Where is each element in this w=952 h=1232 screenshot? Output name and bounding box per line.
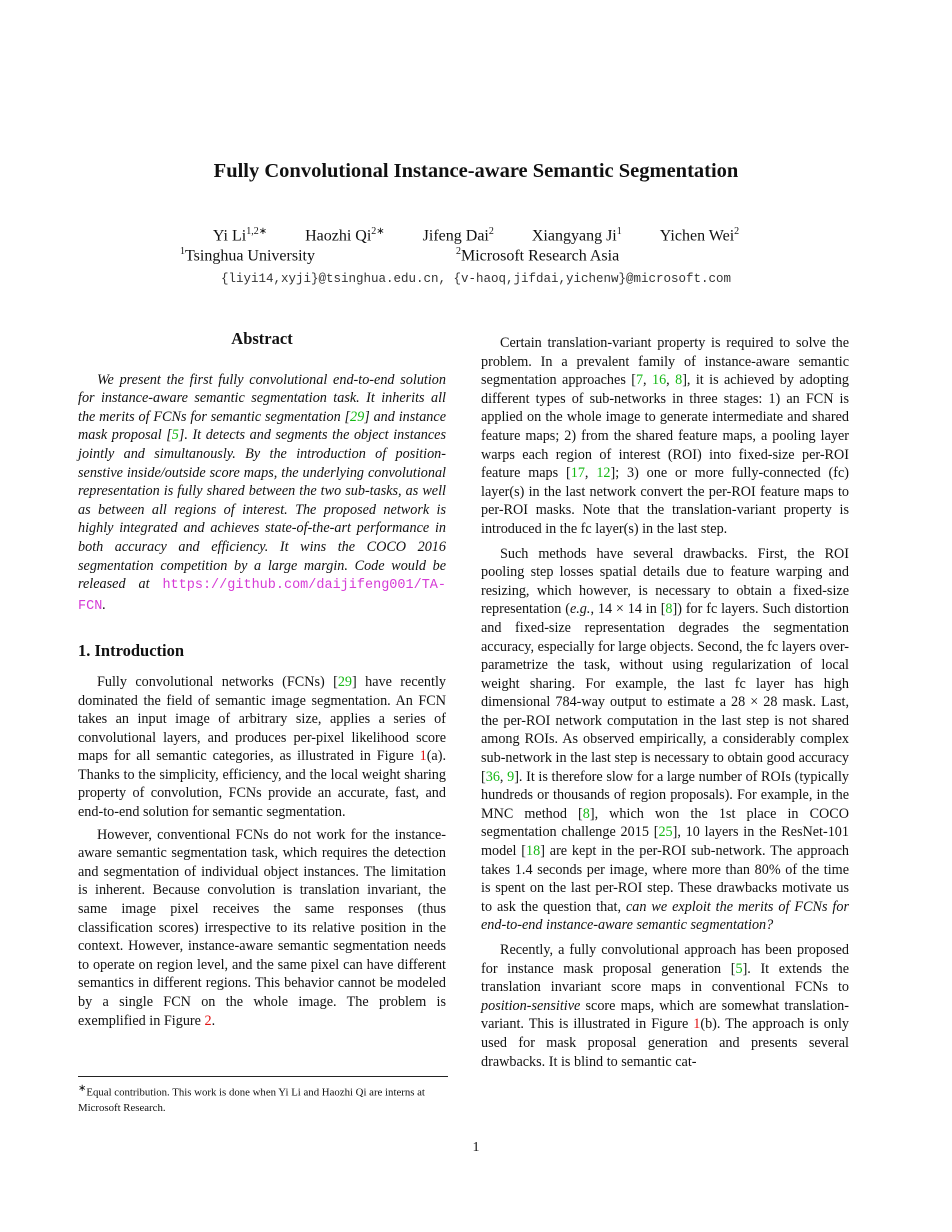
page-number: 1 <box>472 1140 480 1155</box>
author: Jifeng Dai$^2$ <box>422 226 494 245</box>
abstract-text: We present the first fully convolutional end-to-end solution for instance-aware semantic segmentation task. It inherits all the merits of FCNs for semantic segmentation [29] and instance mask proposal [5]. It detects and segments the object instances jointly and simultanously. By the introduction of position-senstive inside/outside score maps, the underlying convolutional representation is fully shared between the two sub-tasks, as well as between all regions of interest. The proposed network is highly integrated and achieves state-of-the-art performance in both accuracy and efficiency. It wins the COCO 2016 segmentation competition by a large margin. Code would be released at https://github.com/daijifeng001/TA-FCN. <box>78 371 446 614</box>
citation-link[interactable]: 7 <box>635 372 644 389</box>
figure-ref-link[interactable]: 1 <box>693 1016 701 1033</box>
code-url-link[interactable]: https://github.com/daijifeng001/TA-FCN <box>78 578 446 614</box>
paragraph: Recently, a fully convolutional approach has been proposed for instance mask proposal generation [5]. It extends the translation invariant score maps in conventional FCNs to position-sensitive score maps, which are somewhat translation-variant. This is illustrated in Figure 1(b). The approach is only used for mask proposal generation and presents several drawbacks. It is blind to semantic cat- <box>481 942 850 1070</box>
figure-ref-link[interactable]: 2 <box>204 1012 212 1029</box>
citation-link[interactable]: 17 <box>570 465 585 482</box>
citation-link[interactable]: 25 <box>658 824 673 841</box>
left-column <box>78 330 446 1034</box>
citation-link[interactable]: 29 <box>350 408 365 425</box>
citation-link[interactable]: 36 <box>485 768 500 785</box>
affiliation: $^1$Tsinghua University <box>180 246 315 265</box>
affiliation: $^2$Microsoft Research Asia <box>456 246 620 265</box>
author: Yichen Wei$^2$ <box>659 226 740 245</box>
author-emails: {liyi14,xyji}@tsinghua.edu.cn, {v-haoq,jifdai,yichenw}@microsoft.com <box>220 272 732 286</box>
author-list <box>0 226 952 245</box>
citation-link[interactable]: 8 <box>582 805 590 822</box>
section-heading: 1. Introduction <box>78 641 185 661</box>
citation-link[interactable]: 9 <box>507 768 515 785</box>
citation-link[interactable]: 5 <box>735 960 743 977</box>
footnote: ∗Equal contribution. This work is done when Yi Li and Haozhi Qi are interns at Microsoft Research. <box>78 1076 448 1116</box>
author: Haozhi $Qi^{2∗}$ <box>305 226 385 245</box>
author: Yi $Li^{1,2∗}$ <box>212 226 268 245</box>
paragraph: Fully convolutional networks (FCNs) [29] have recently dominated the field of semantic image segmentation. An FCN takes an input image of arbitrary size, applies a series of convolutional layers, and produces per-pixel likelihood score maps for all semantic categories, as illustrated in Figure 1(a). Thanks to the simplicity, efficiency, and the local weight sharing property of convolution, FCNs provide an accurate, fast, and end-to-end solution for semantic segmentation. <box>78 673 446 821</box>
citation-link[interactable]: 8 <box>675 372 683 389</box>
citation-link[interactable]: 16 <box>651 372 667 389</box>
paragraph: Certain translation-variant property is required to solve the problem. In a prevalent family of instance-aware semantic segmentation approaches [7, 16, 8], it is achieved by adopting different types of sub-networks in three stages: 1) an FCN is applied on the whole image to generate intermediate and shared feature maps; 2) from the shared feature maps, a pooling layer warps each region of interest (ROI) into fixed-size per-ROI feature maps [17, 12]; 3) one or more fully-connected (fc) layer(s) in the last network convert the per-ROI feature maps to per-ROI masks. Note that the translation-variant property is introduced in the fc layer(s) in the last step. <box>481 335 849 537</box>
figure-ref-link[interactable]: 1 <box>419 748 427 765</box>
citation-link[interactable]: 18 <box>526 843 541 860</box>
citation-link[interactable]: 12 <box>596 465 611 482</box>
paper-title: Fully Convolutional Instance-aware Semantic Segmentation <box>213 160 739 182</box>
citation-link[interactable]: 29 <box>337 673 353 690</box>
paragraph: Such methods have several drawbacks. First, the ROI pooling step losses spatial details due to feature warping and resizing, which however, is necessary to obtain a fixed-size representation (e.g., 14 × 14 in [8]) for fc layers. Such distortion and fixed-size representation degrades the segmentation accuracy, especially for large objects. Second, the fc layers over-parametrize the task, without using regularization of local weight sharing. For example, the last fc layer has high dimensional 784-way output to estimate a 28 × 28 mask. Last, the per-ROI network computation in the last step is not shared among ROIs. As observed empirically, a considerably complex sub-network in the last step is necessary to obtain good accuracy [36, 9]. It is therefore slow for a large number of ROIs (typically hundreds or thousands of region proposals). For example, in the MNC method [8], which won the 1st place in COCO segmentation challenge 2015 [25], 10 layers in the ResNet-101 model [18] are kept in the per-ROI sub-network. The approach takes 1.4 seconds per image, where more than 80% of the time is spent on the last per-ROI step. These drawbacks motivate us to ask the question that, can we exploit the merits of FCNs for end-to-end instance-aware semantic segmentation? <box>481 545 850 934</box>
author: Xiangyang Ji$^1$ <box>531 226 622 245</box>
abstract-heading: Abstract <box>231 329 293 348</box>
paragraph: However, conventional FCNs do not work for the instance-aware semantic segmentation task, which requires the detection and segmentation of individual object instances. The limitation is inherent. Because convolution is translation invariant, the same image pixel receives the same responses (thus classification scores) irrespective to its relative position in the context. However, instance-aware semantic segmentation needs to operate on region level, and the same pixel can have different semantics in different regions. This behavior cannot be modeled by a single FCN on the whole image. The problem is exemplified in Figure 2. <box>78 826 446 1029</box>
citation-link[interactable]: 8 <box>665 601 673 618</box>
right-column <box>481 334 849 1077</box>
citation-link[interactable]: 5 <box>171 427 179 444</box>
